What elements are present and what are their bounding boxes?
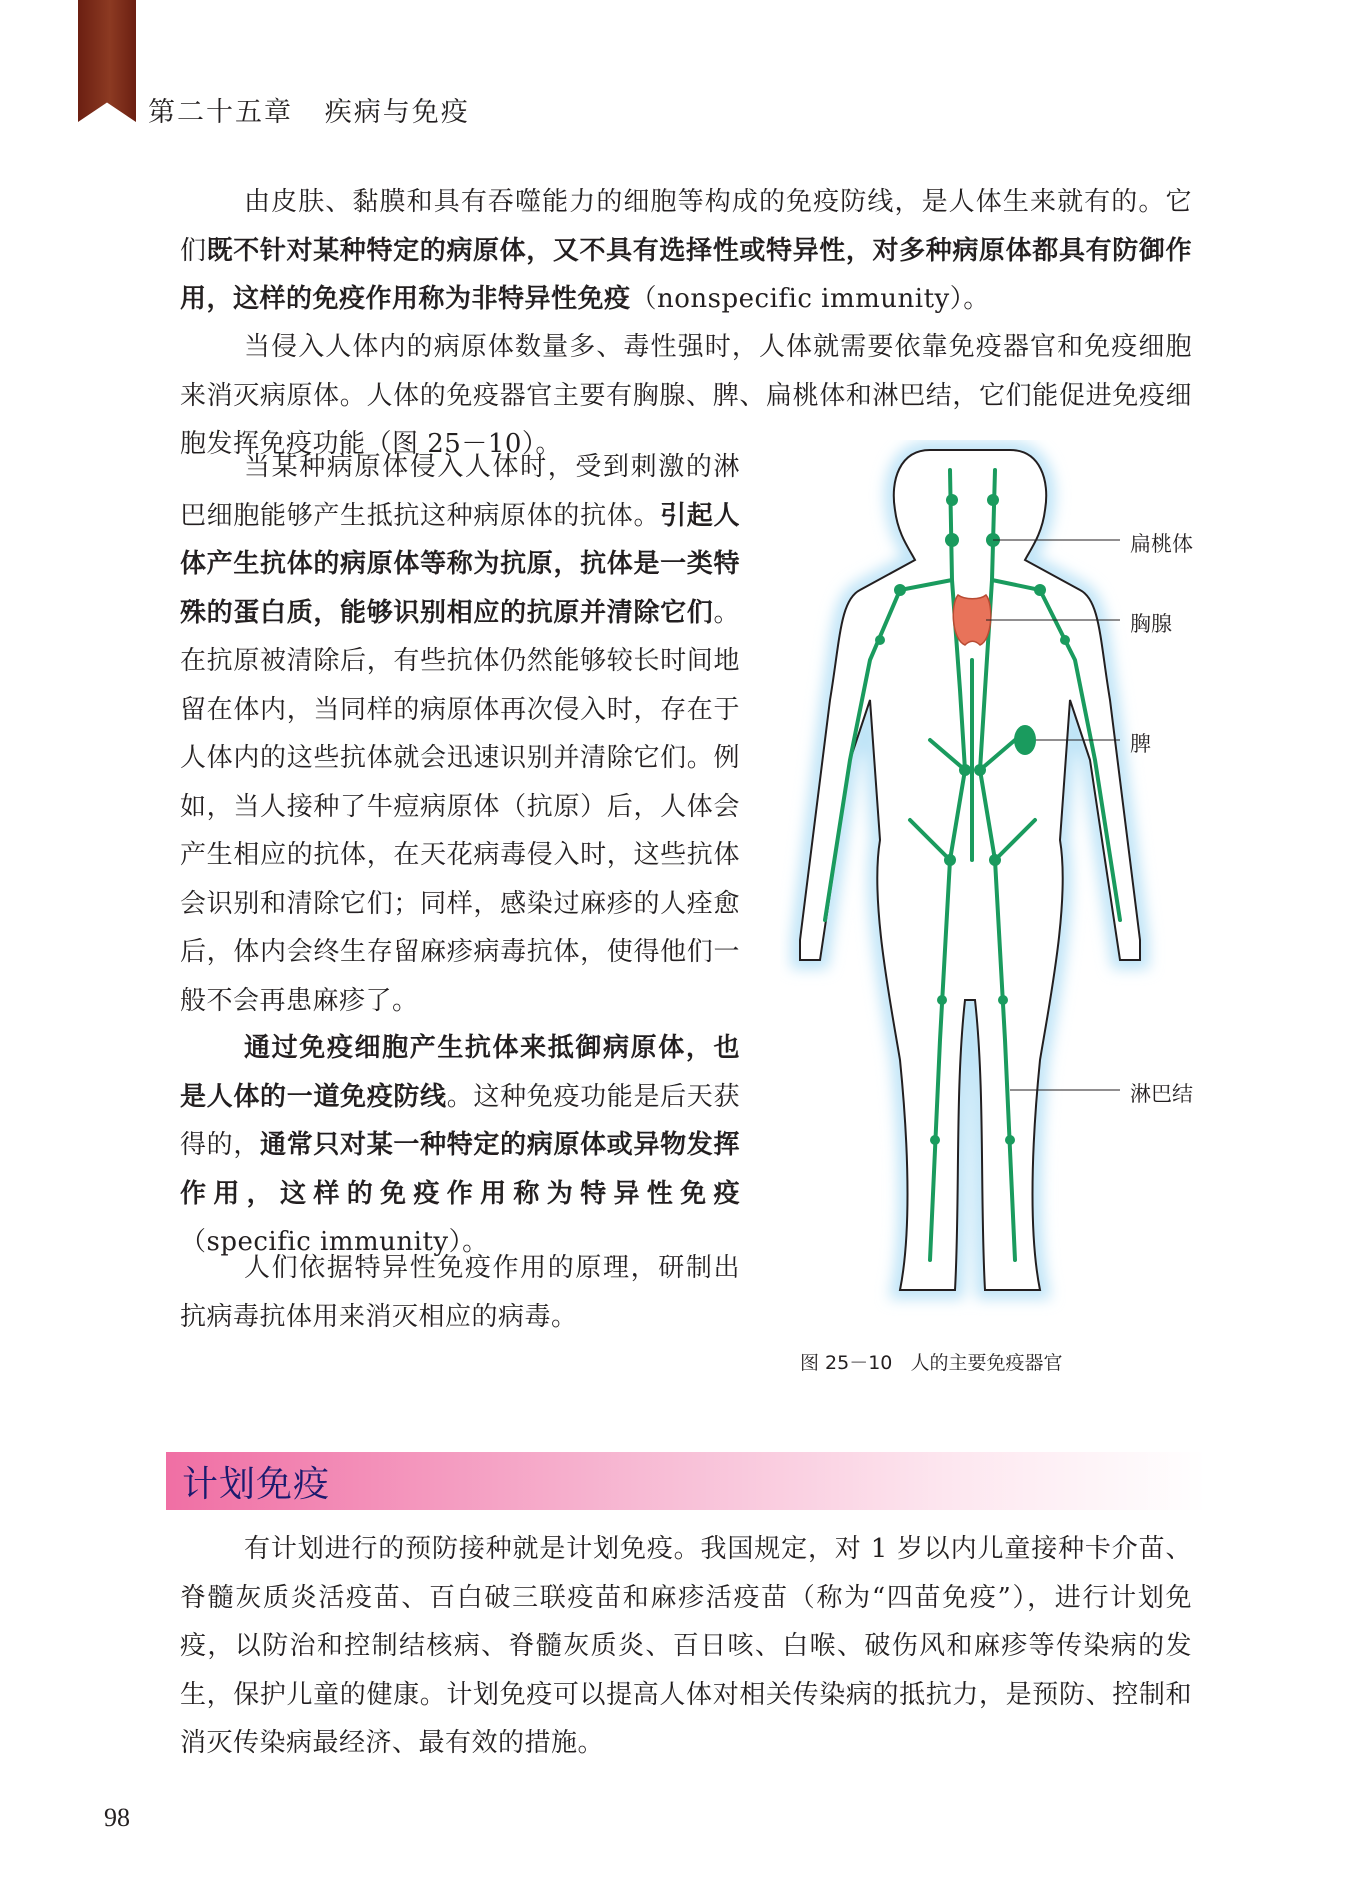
body-outline	[800, 450, 1140, 1290]
label-thymus: 胸腺	[1130, 612, 1172, 636]
chapter-bookmark	[78, 0, 136, 122]
page-number: 98	[104, 1803, 130, 1832]
label-lymph-node: 淋巴结	[1130, 1082, 1193, 1106]
p4-text-d: （specific immunity）。	[180, 1227, 489, 1257]
paragraph-specific-immunity	[180, 1024, 740, 1267]
paragraph-antiviral-antibody: 人们依据特异性免疫作用的原理，研制出抗病毒抗体用来消灭相应的病毒。	[180, 1253, 740, 1332]
figure-caption-number: 图 25－10	[800, 1352, 893, 1374]
chapter-header	[148, 90, 470, 129]
p1-text-a: 由皮肤、黏膜和具有吞噬能力的细胞等构成的免疫防线，是人体生来就有的。它们	[180, 187, 1192, 266]
body-illustration	[780, 440, 1200, 1320]
chapter-title: 疾病与免疫	[324, 97, 470, 128]
p4-text-b: 。这种免疫功能是后天获得的，	[180, 1081, 740, 1160]
paragraph-immune-organs: 当侵入人体内的病原体数量多、毒性强时，人体就需要依靠免疫器官和免疫细胞来消灭病原体。人体的免疫器官主要有胸腺、脾、扁桃体和淋巴结，它们能促进免疫细胞发挥免疫功能（图 25－10）。	[180, 332, 1192, 459]
paragraph-nonspecific-immunity	[180, 178, 1192, 324]
spleen-organ	[1014, 725, 1036, 755]
p3-bold-definition: 引起人体产生抗体的病原体等称为抗原，抗体是一类特殊的蛋白质，能够识别相应的抗原并清除它们	[180, 500, 740, 628]
figure-caption-text: 人的主要免疫器官	[910, 1352, 1063, 1374]
p1-text-c: （nonspecific immunity）。	[630, 284, 990, 314]
label-tonsil: 扁桃体	[1130, 532, 1193, 556]
p3-text-c: 。在抗原被清除后，有些抗体仍然能够较长时间地留在体内，当同样的病原体再次侵入时，存在于人体内的这些抗体就会迅速识别并清除它们。例如，当人接种了牛痘病原体（抗原）后，人体会产生相应的抗体，在天花病毒侵入时，这些抗体会识别和清除它们；同样，感染过麻疹的人痊愈后，体内会终生存留麻疹病毒抗体，使得他们一般不会再患麻疹了。	[180, 597, 740, 1016]
p4-bold-a: 通过免疫细胞产生抗体来抵御病原体，也是人体的一道免疫防线	[180, 1033, 740, 1112]
paragraph-antibody-antigen	[180, 443, 740, 1025]
figure-caption	[800, 1348, 1063, 1375]
p1-bold-definition: 既不针对某种特定的病原体，又不具有选择性或特异性，对多种病原体都具有防御作用，这样的免疫作用称为非特异性免疫	[180, 235, 1192, 314]
paragraph-planned-immunization: 有计划进行的预防接种就是计划免疫。我国规定，对 1 岁以内儿童接种卡介苗、脊髓灰质炎活疫苗、百白破三联疫苗和麻疹活疫苗（称为“四苗免疫”），进行计划免疫，以防治和控制结核病、脊髓灰质炎、百日咳、白喉、破伤风和麻疹等传染病的发生，保护儿童的健康。计划免疫可以提高人体对相关传染病的抵抗力，是预防、控制和消灭传染病最经济、最有效的措施。	[180, 1534, 1192, 1758]
p4-bold-c: 通常只对某一种特定的病原体或异物发挥作用，这样的免疫作用称为特异性免疫	[180, 1130, 740, 1209]
p3-text-a: 当某种病原体侵入人体时，受到刺激的淋巴细胞能够产生抵抗这种病原体的抗体。	[180, 452, 740, 531]
section-title: 计划免疫	[182, 1464, 331, 1505]
thymus-organ	[953, 595, 991, 645]
chapter-number: 第二十五章	[148, 97, 293, 128]
label-spleen: 脾	[1130, 732, 1151, 756]
immune-organs-figure	[780, 440, 1200, 1320]
